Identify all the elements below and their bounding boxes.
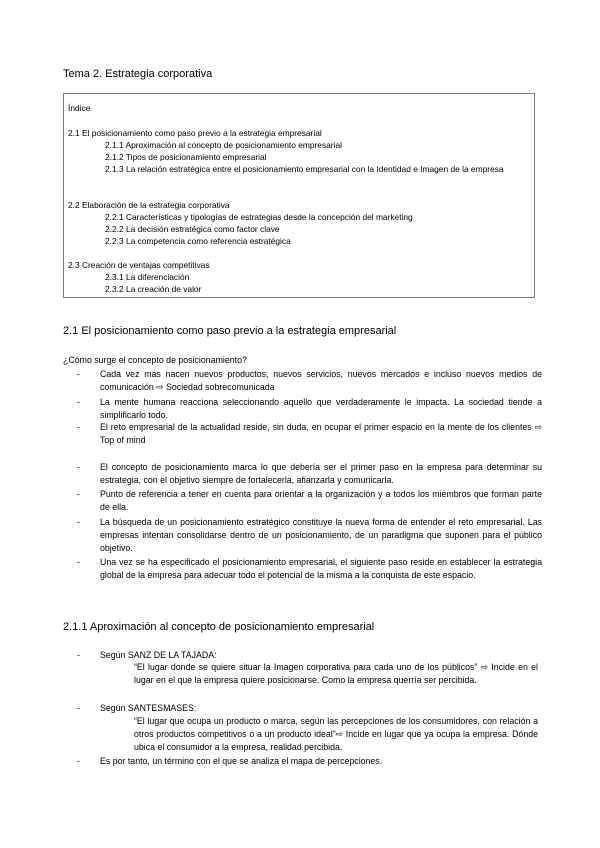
- list-item: [77, 702, 542, 715]
- list-item: [77, 461, 542, 487]
- bullet-dash: -: [77, 397, 80, 407]
- bullet-dash: -: [77, 517, 80, 527]
- section-2-1-heading: 2.1 El posicionamiento como paso previo a la estrategia empresarial: [63, 325, 397, 337]
- list-item: [77, 516, 542, 555]
- list-item-text: Una vez se ha especificado el posicionamiento empresarial, el siguiente paso reside en establecer la estrategia global de la empresa para adecuar todo el potencial de la misma a la conquista de este espacio.: [100, 557, 542, 580]
- index-item-2-1: 2.1 El posicionamiento como paso previo a la estrategia empresarial: [68, 128, 322, 138]
- index-item-2-1-3: 2.1.3 La relación estratégica entre el posicionamiento empresarial con la Identidad e Imagen de la empresa: [105, 164, 504, 174]
- bullet-dash: -: [77, 489, 80, 499]
- bullet-dash: -: [77, 369, 80, 379]
- list-item-text: La búsqueda de un posicionamiento estratégico constituye la nueva forma de entender el reto empresarial. Las empresas intentan consolidarse dentro de un posicionamiento, de un paradigma que suponen para el público objetivo.: [100, 517, 542, 553]
- list-item: [77, 755, 542, 768]
- list-item-text: Cada vez más nacen nuevos productos, nuevos servicios, nuevos mercados e incluso nuevos medios de comunicación ⇨ Sociedad sobrecomunicada: [100, 369, 542, 392]
- definition-quote: “El lugar donde se quiere situar la Imagen corporativa para cada uno de los públicos” ⇨ Incide en el lugar en el que la empresa quiere posicionarse. Como la empresa querría ser percibida.: [134, 662, 538, 685]
- index-item-2-2: 2.2 Elaboración de la estrategia corporativa: [68, 200, 230, 210]
- list-item: [77, 556, 542, 582]
- list-item-text: Es por tanto, un término con el que se analiza el mapa de percepciones.: [100, 756, 383, 766]
- index-item-2-3-2: 2.3.2 La creación de valor: [105, 284, 202, 294]
- index-item-2-2-3: 2.2.3 La competencia como referencia estratégica: [105, 236, 291, 246]
- bullet-dash: -: [77, 756, 80, 766]
- definition-quote: “El lugar que ocupa un producto o marca, según las percepciones de los consumidores, con relación a otros productos competitivos o a un producto ideal”⇨ Incide en lugar que ya ocupa la empresa. Dónde ubica el consumidor a la empresa, realidad percibida.: [134, 716, 538, 752]
- index-item-2-3: 2.3 Creación de ventajas competitivas: [68, 260, 210, 270]
- bullet-dash: -: [77, 422, 80, 432]
- index-item-2-3-1: 2.3.1 La diferenciación: [105, 272, 190, 282]
- bullet-dash: -: [77, 703, 80, 713]
- list-item-text: El reto empresarial de la actualidad reside, sin duda, en ocupar el primer espacio en la mente de los clientes ⇨ Top of mind: [100, 422, 542, 445]
- document-title: Tema 2. Estrategia corporativa: [63, 68, 213, 80]
- list-item: [77, 396, 542, 422]
- bullet-dash: -: [77, 650, 80, 660]
- index-item-2-2-2: 2.2.2 La decisión estratégica como factor clave: [105, 224, 280, 234]
- list-item-text: Punto de referencia a tener en cuenta para orientar a la organización y a todos los miembros que forman parte de ella.: [100, 489, 542, 512]
- list-item: [77, 421, 542, 447]
- list-item: [77, 368, 542, 394]
- index-item-2-1-2: 2.1.2 Tipos de posicionamiento empresarial: [105, 152, 267, 162]
- bullet-dash: -: [77, 557, 80, 567]
- section-2-1-1-heading: 2.1.1 Aproximación al concepto de posicionamiento empresarial: [63, 621, 375, 633]
- list-item-text: Según SANZ DE LA TAJADA:: [100, 650, 217, 660]
- section-2-1-question: ¿Cómo surge el concepto de posicionamiento?: [63, 355, 247, 365]
- list-item-text: La mente humana reacciona seleccionando aquello que verdaderamente le impacta. La sociedad tiende a simplificarlo todo.: [100, 397, 542, 420]
- bullet-dash: -: [77, 462, 80, 472]
- index-item-2-2-1: 2.2.1 Características y tipologías de estrategias desde la concepción del marketing: [105, 212, 413, 222]
- list-item-text: Según SANTESMASES:: [100, 703, 197, 713]
- table-of-contents: [63, 93, 535, 298]
- list-item: [77, 488, 542, 514]
- index-heading: Índice: [68, 103, 91, 113]
- index-item-2-1-1: 2.1.1 Aproximación al concepto de posicionamiento empresarial: [105, 140, 342, 150]
- list-item-text: El concepto de posicionamiento marca lo que debería ser el primer paso en la empresa para determinar su estrategia, con el objetivo siempre de fortalecerla, afianzarla y comunicarla.: [100, 462, 542, 485]
